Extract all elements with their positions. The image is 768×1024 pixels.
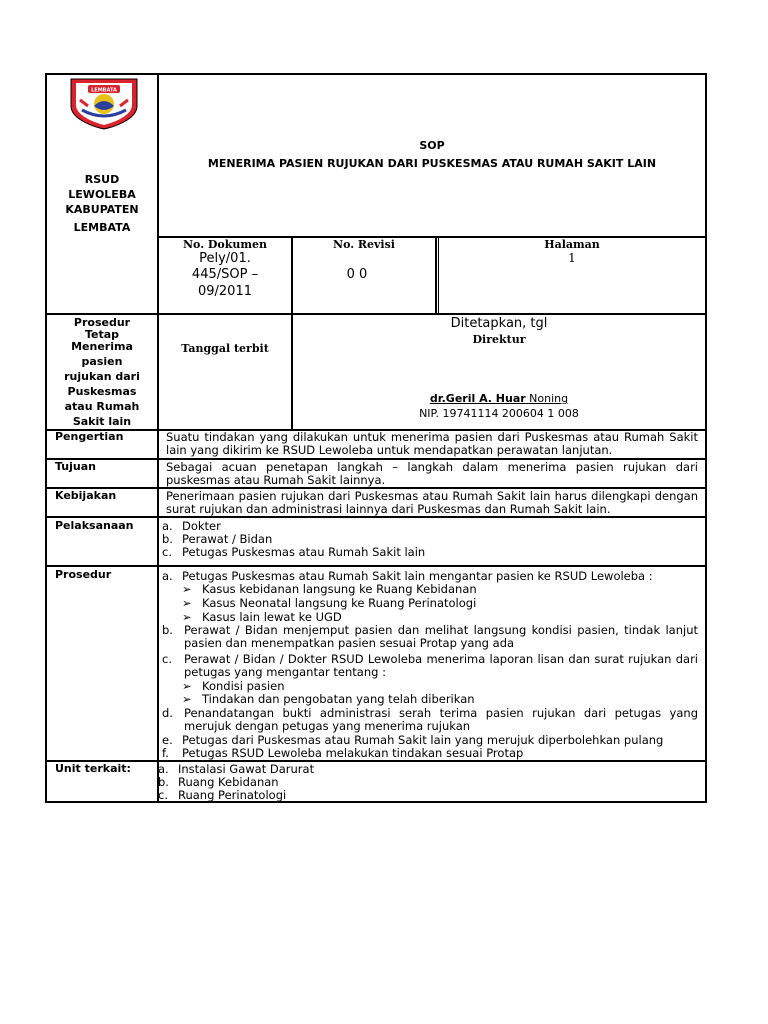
approval-left-line-7: atau Rumah — [64, 400, 140, 413]
bullet-text: Kondisi pasien — [202, 679, 285, 693]
no-dokumen-line-3: 09/2011 — [197, 284, 252, 299]
list-marker: b. — [158, 775, 169, 789]
approval-left-line-4: pasien — [81, 355, 123, 368]
approval-left-line-1: Prosedur — [73, 316, 131, 329]
prosedur-step-c-marker: c. — [162, 652, 172, 666]
tujuan-text: Sebagai acuan penetapan langkah – langkah dalam menerima pasien rujukan dari puskesmas atau Rumah Sakit lainnya. — [166, 460, 698, 487]
meta-col-divider-2 — [435, 236, 437, 314]
pelaksanaan-label: Pelaksanaan — [55, 519, 134, 532]
hospital-logo — [68, 76, 140, 130]
kebijakan-text: Penerimaan pasien rujukan dari Puskesmas atau Rumah Sakit lain harus dilengkapi dengan surat rujukan dan administrasi lainnya dari Puskesmas dan Rumah Sakit lain. — [166, 489, 698, 516]
list-marker: a. — [158, 762, 169, 776]
list-marker: f. — [162, 746, 169, 760]
prosedur-a-bullet — [182, 583, 477, 596]
list-marker: c. — [158, 788, 168, 802]
prosedur-step-d: Penandatangan bukti administrasi serah terima pasien rujukan dari petugas yang merujuk dengan petugas yang menerima rujukan — [184, 706, 698, 733]
pelaksanaan-item-text: Petugas Puskesmas atau Rumah Sakit lain — [182, 545, 426, 559]
table-border-right — [705, 73, 707, 803]
logo-lettering: LEMBATA — [91, 87, 117, 94]
prosedur-step-c: Perawat / Bidan / Dokter RSUD Lewoleba menerima laporan lisan dan surat rujukan dari petugas yang mengantar tentang : — [184, 652, 698, 679]
doc-type: SOP — [419, 139, 445, 152]
unit-terkait-item-text: Ruang Kebidanan — [178, 775, 279, 789]
list-marker: e. — [162, 733, 173, 747]
doc-title: MENERIMA PASIEN RUJUKAN DARI PUSKESMAS ATAU RUMAH SAKIT LAIN — [207, 157, 657, 170]
arrow-bullet-icon: ➢ — [182, 596, 192, 610]
no-revisi-value: 0 0 — [346, 267, 368, 282]
prosedur-step-b-marker: b. — [162, 623, 173, 637]
arrow-bullet-icon: ➢ — [182, 582, 192, 596]
bullet-text: Kasus lain lewat ke UGD — [202, 610, 342, 624]
table-border-bottom — [45, 801, 707, 803]
halaman-label: Halaman — [544, 238, 600, 251]
arrow-bullet-icon: ➢ — [182, 679, 192, 693]
table-border-top — [45, 73, 707, 75]
prosedur-step-text: Petugas Puskesmas atau Rumah Sakit lain mengantar pasien ke RSUD Lewoleba : — [182, 569, 653, 583]
approval-left-line-6: Puskesmas — [67, 385, 137, 398]
unit-terkait-item — [158, 789, 286, 802]
bullet-text: Kasus kebidanan langsung ke Ruang Kebidanan — [202, 582, 477, 596]
list-marker: a. — [162, 569, 173, 583]
arrow-bullet-icon: ➢ — [182, 610, 192, 624]
org-name-line-1: RSUD — [84, 173, 120, 186]
no-dokumen-line-2: 445/SOP – — [191, 267, 259, 282]
approval-left-line-3: Menerima — [71, 340, 133, 353]
org-name-line-4: LEMBATA — [73, 221, 131, 234]
unit-terkait-label: Unit terkait: — [55, 762, 131, 775]
bullet-text: Kasus Neonatal langsung ke Ruang Perinatologi — [202, 596, 477, 610]
label-column-divider — [157, 73, 159, 803]
no-dokumen-label: No. Dokumen — [183, 238, 267, 251]
row-divider-5 — [45, 760, 707, 762]
list-marker: c. — [162, 545, 172, 559]
unit-terkait-item-text: Ruang Perinatologi — [178, 788, 287, 802]
list-marker: b. — [162, 532, 173, 546]
signer-nip: NIP. 19741114 200604 1 008 — [419, 407, 579, 420]
pelaksanaan-item-text: Dokter — [182, 519, 221, 533]
prosedur-a-bullet — [182, 597, 476, 610]
meta-row-divider — [45, 313, 707, 315]
row-divider-3 — [45, 516, 707, 518]
prosedur-step-f — [162, 747, 523, 760]
prosedur-label: Prosedur — [55, 568, 112, 581]
prosedur-step-text: Petugas dari Puskesmas atau Rumah Sakit lain yang merujuk diperbolehkan pulang — [182, 733, 664, 747]
prosedur-step-b: Perawat / Bidan menjemput pasien dan melihat langsung kondisi pasien, tindak lanjut pasien dan menempatkan pasien sesuai Protap yang ada — [184, 623, 698, 650]
row-divider-4 — [45, 565, 707, 567]
unit-terkait-item-text: Instalasi Gawat Darurat — [178, 762, 315, 776]
pelaksanaan-item — [162, 546, 425, 559]
signer-name-bold: dr.Geril A. Huar — [429, 392, 526, 405]
signer-name-rest: Noning — [525, 392, 569, 405]
arrow-bullet-icon: ➢ — [182, 692, 192, 706]
approval-left-line-5: rujukan dari — [64, 370, 140, 383]
ditetapkan-label: Ditetapkan, tgl — [450, 316, 548, 331]
pengertian-label: Pengertian — [55, 430, 124, 443]
signer-name — [293, 392, 705, 405]
org-name-line-2: LEWOLEBA — [68, 188, 136, 201]
bullet-text: Tindakan dan pengobatan yang telah diberikan — [202, 692, 475, 706]
prosedur-step-text: Petugas RSUD Lewoleba melakukan tindakan sesuai Protap — [182, 746, 524, 760]
list-marker: a. — [162, 519, 173, 533]
halaman-value: 1 — [568, 251, 576, 265]
tanggal-terbit-label: Tanggal terbit — [181, 342, 269, 355]
tujuan-label: Tujuan — [55, 460, 96, 473]
prosedur-c-bullet — [182, 693, 475, 706]
pelaksanaan-item-text: Perawat / Bidan — [182, 532, 273, 546]
no-revisi-label: No. Revisi — [333, 238, 395, 251]
approval-left-line-8: Sakit lain — [72, 415, 132, 428]
no-dokumen-line-1: Pely/01. — [199, 251, 251, 266]
prosedur-step-d-marker: d. — [162, 706, 173, 720]
kebijakan-label: Kebijakan — [55, 489, 117, 502]
org-name-line-3: KABUPATEN — [65, 203, 139, 216]
direktur-label: Direktur — [472, 333, 526, 346]
approval-left-line-2: Tetap — [84, 328, 120, 341]
pengertian-text: Suatu tindakan yang dilakukan untuk menerima pasien dari Puskesmas atau Rumah Sakit lain yang dikirim ke RSUD Lewoleba untuk mendapatkan perawatan lanjutan. — [166, 430, 698, 457]
